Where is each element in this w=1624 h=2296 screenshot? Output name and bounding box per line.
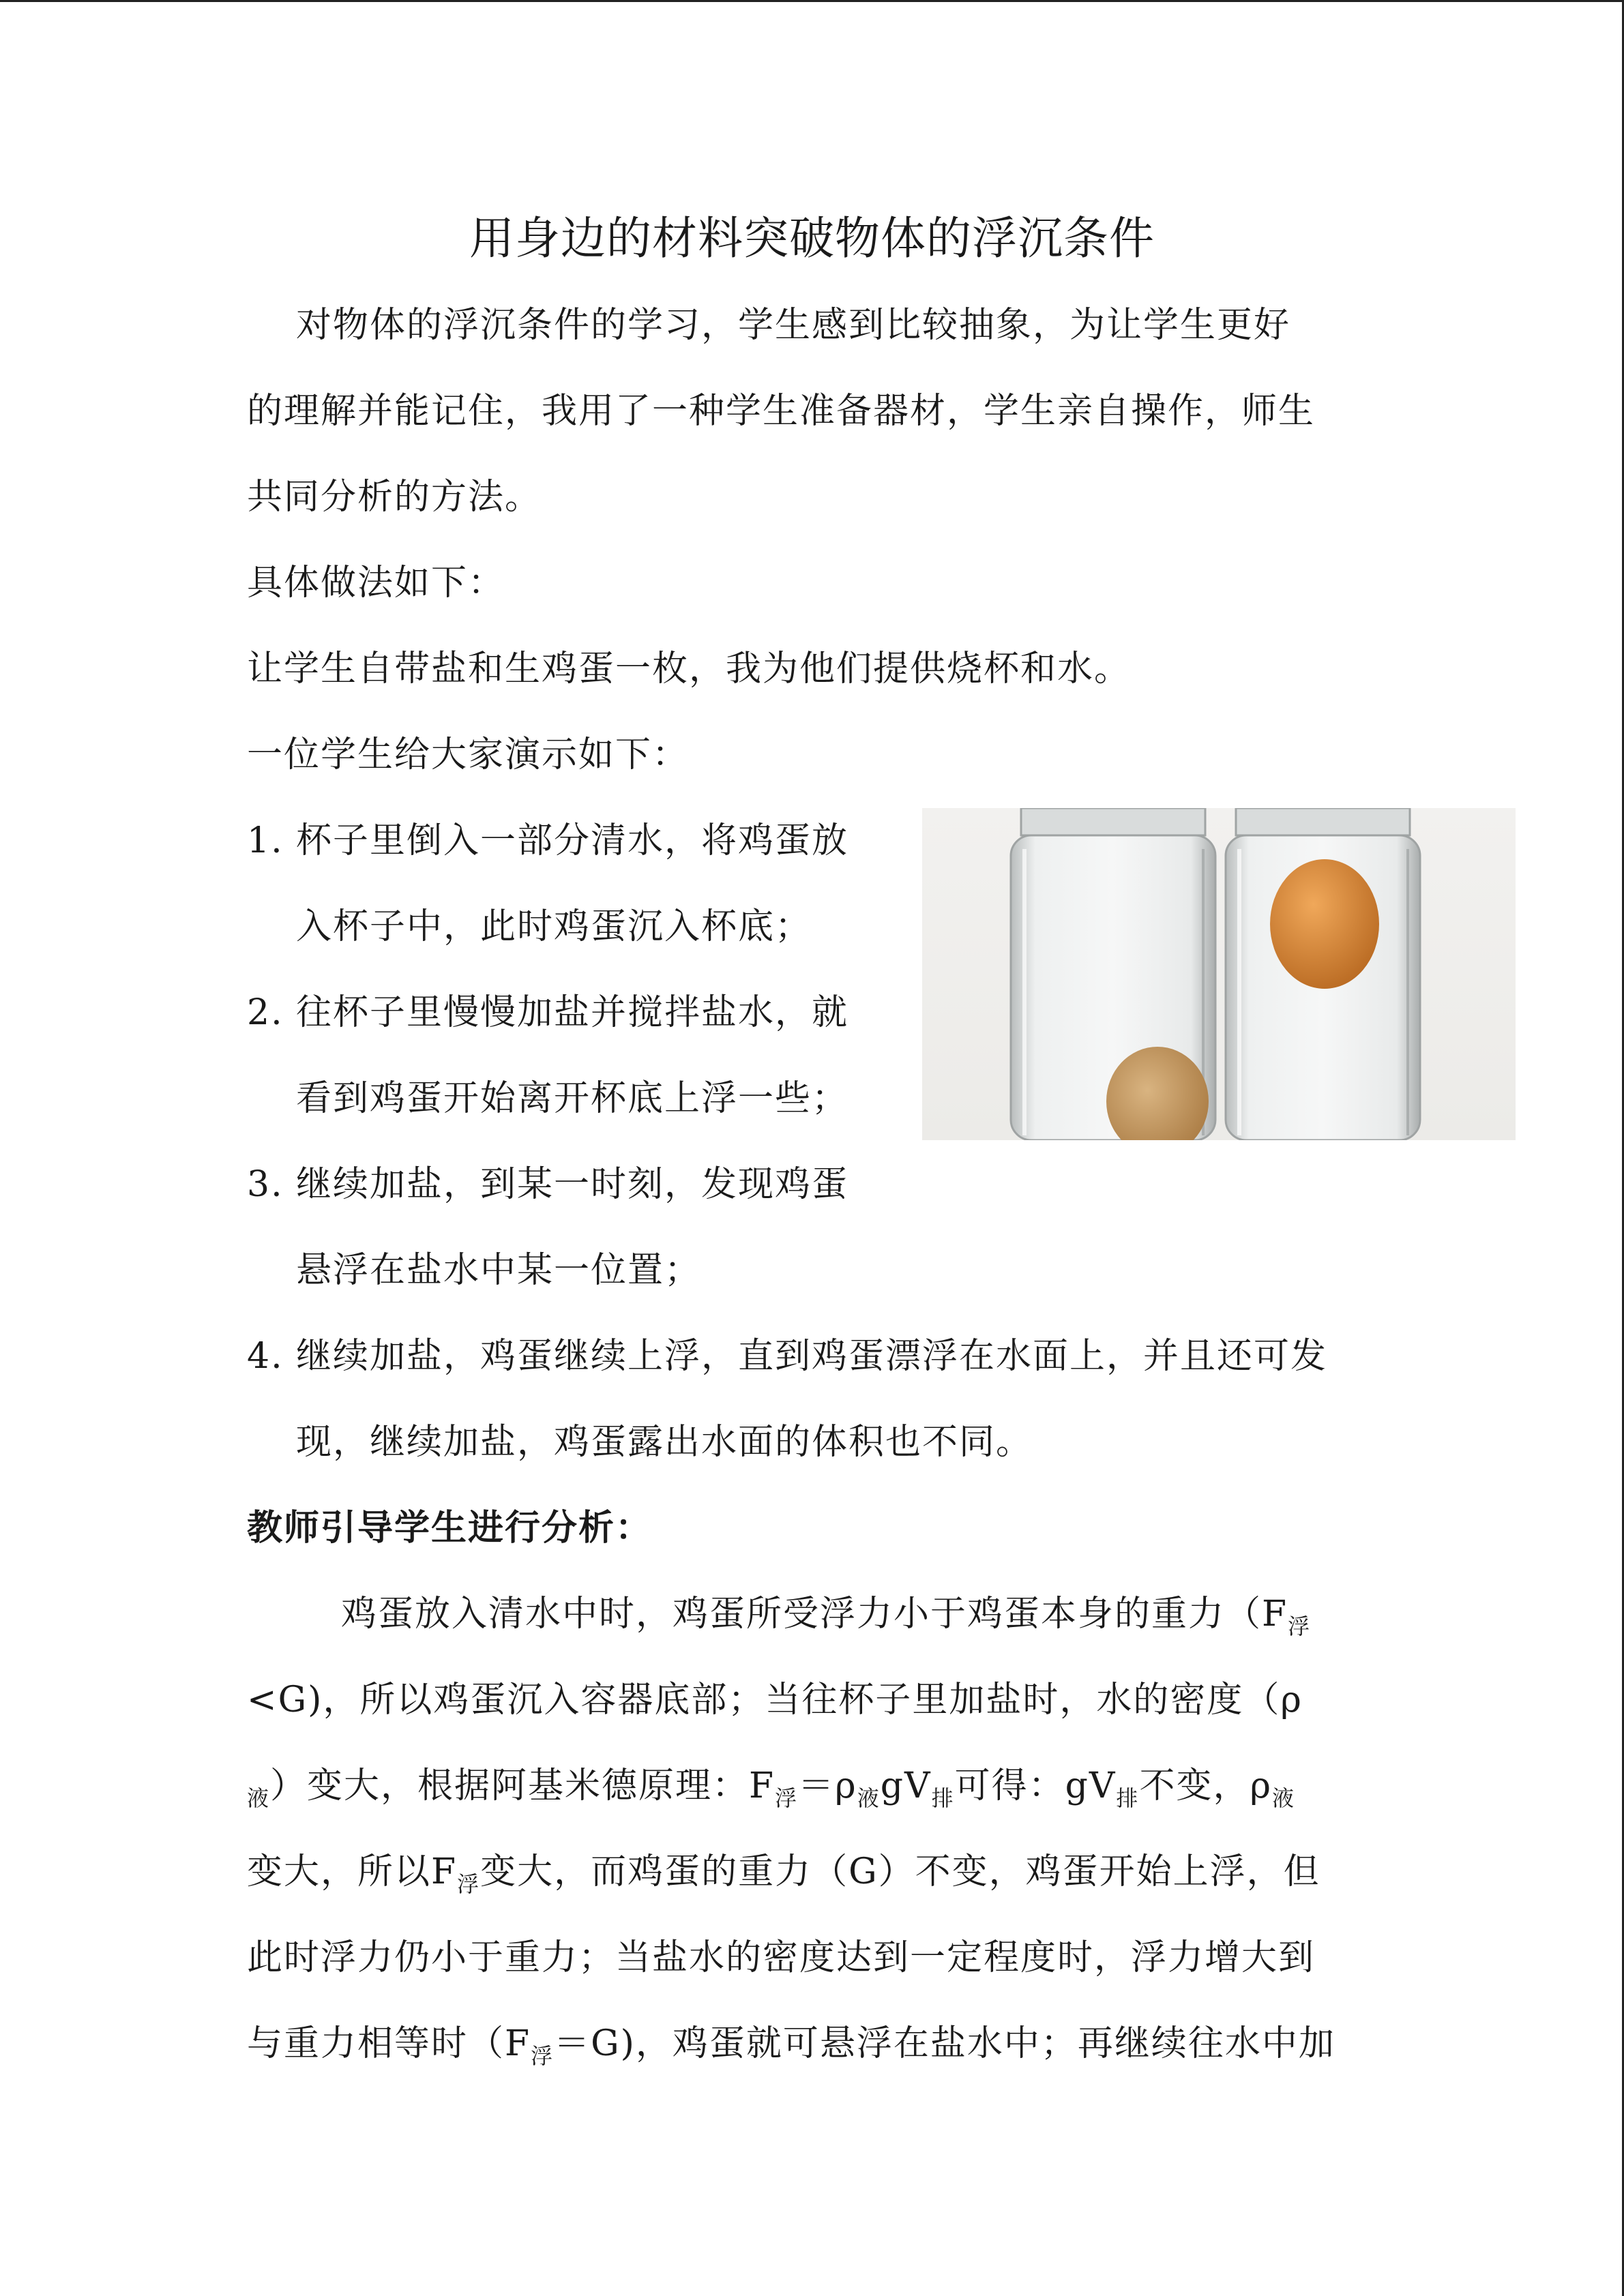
- step-3: [247, 1142, 929, 1227]
- step-number: 3.: [247, 1164, 284, 1205]
- step-2-cont: 看到鸡蛋开始离开杯底上浮一些；: [296, 1078, 849, 1119]
- page-top-border: [0, 0, 1624, 2]
- step-text: 继续加盐，到某一时刻，发现鸡蛋: [296, 1164, 849, 1205]
- step-3-cont: 悬浮在盐水中某一位置；: [296, 1250, 702, 1291]
- step-number: 2.: [247, 992, 284, 1033]
- step-2: [247, 970, 929, 1056]
- prep-text: 让学生自带盐和生鸡蛋一枚，我为他们提供烧杯和水。: [247, 648, 1132, 689]
- analysis-line-1: 鸡蛋放入清水中时，鸡蛋所受浮力小于鸡蛋本身的重力（$F_浮$: [341, 1594, 1312, 1639]
- right-jar: [1226, 808, 1420, 1140]
- demo-intro: 一位学生给大家演示如下：: [247, 734, 690, 775]
- analysis-line-5: 此时浮力仍小于重力；当盐水的密度达到一定程度时，浮力增大到: [247, 1937, 1316, 1978]
- analysis-line-4: 变大，所以$F_浮$变大，而鸡蛋的重力（G）不变，鸡蛋开始上浮，但: [247, 1851, 1320, 1897]
- step-text: 继续加盐，鸡蛋继续上浮，直到鸡蛋漂浮在水面上，并且还可发: [296, 1336, 1328, 1377]
- jars-illustration: [922, 808, 1516, 1140]
- analysis-line-3: $_液$）变大，根据阿基米德原理：$F_浮=\rho_液gV_排$可得：$gV_排$不变，$\rho_液$: [247, 1765, 1296, 1811]
- intro-line-1: 对物体的浮沉条件的学习，学生感到比较抽象，为让学生更好: [296, 305, 1291, 346]
- analysis-heading: 教师引导学生进行分析：: [247, 1508, 653, 1549]
- left-jar: [1011, 808, 1215, 1140]
- step-1-cont: 入杯子中，此时鸡蛋沉入杯底；: [296, 906, 812, 947]
- method-heading: 具体做法如下：: [247, 563, 505, 603]
- step-number: 4.: [247, 1336, 284, 1377]
- page-title: 用身边的材料突破物体的浮沉条件: [469, 212, 1155, 265]
- step-4: [247, 1313, 1379, 1399]
- floating-egg: [1270, 859, 1379, 989]
- step-1: [247, 798, 929, 884]
- step-4-cont: 现，继续加盐，鸡蛋露出水面的体积也不同。: [296, 1422, 1033, 1463]
- intro-line-3: 共同分析的方法。: [247, 477, 542, 518]
- step-number: 1.: [247, 820, 284, 861]
- analysis-line-6: 与重力相等时$(F_浮=G)$，鸡蛋就可悬浮在盐水中；再继续往水中加: [247, 2023, 1335, 2069]
- step-text: 往杯子里慢慢加盐并搅拌盐水，就: [296, 992, 849, 1033]
- intro-line-2: 的理解并能记住，我用了一种学生准备器材，学生亲自操作，师生: [247, 391, 1316, 432]
- egg-in-jars-photo: [922, 808, 1516, 1140]
- step-text: 杯子里倒入一部分清水，将鸡蛋放: [296, 820, 849, 861]
- analysis-line-2: <G)，所以鸡蛋沉入容器底部；当往杯子里加盐时，水的密度（ρ: [247, 1680, 1303, 1720]
